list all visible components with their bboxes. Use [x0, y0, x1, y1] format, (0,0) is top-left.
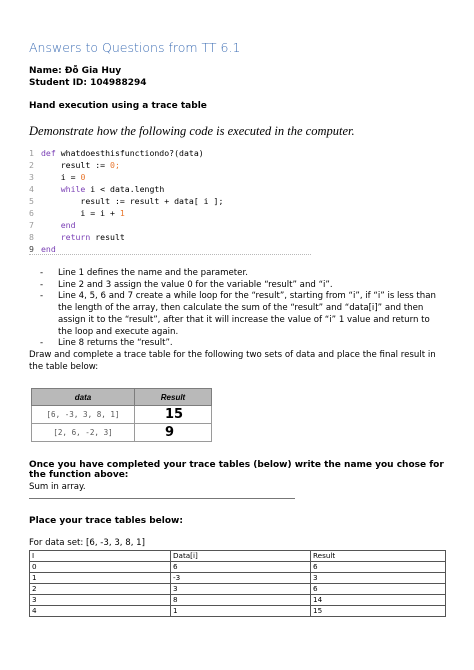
data-cell: [6, -3, 3, 8, 1]: [32, 406, 135, 424]
table-row: [32, 424, 212, 442]
cell-result: 6: [311, 584, 446, 595]
code-line: 7 end: [29, 220, 76, 230]
table-row: [32, 406, 212, 424]
code-line: 2 result := 0;: [29, 160, 120, 170]
list-item: - Line 8 returns the “result”.: [40, 338, 173, 349]
code-line: 5 result := result + data[ i ];: [29, 196, 224, 206]
cell-data: -3: [171, 573, 311, 584]
instruction-heading: Demonstrate how the following code is executed in the computer.: [29, 124, 355, 138]
list-item: - Line 4, 5, 6 and 7 create a while loop for the “result”, starting from “i”, if “i” is less than the length of the array, then calculate the sum of the “result” and “data[i]” and then assign it to the “result”, after that it will increase the value of “i” 1 value and return to the loop and execute again.: [40, 291, 436, 337]
section-heading: Hand execution using a trace table: [29, 101, 207, 111]
cell-i: 2: [30, 584, 171, 595]
code-line: 4 while i < data.length: [29, 184, 165, 194]
answer-underline: [29, 498, 295, 499]
cell-i: 3: [30, 595, 171, 606]
cell-data: 8: [171, 595, 311, 606]
table-row: [30, 562, 446, 573]
cell-result: 6: [311, 562, 446, 573]
dataset-label: For data set: [6, -3, 3, 8, 1]: [29, 538, 146, 548]
data-cell: [2, 6, -2, 3]: [32, 424, 135, 442]
student-name: Name: Đỗ Gia Huy: [29, 66, 122, 76]
code-line: 9 end: [29, 244, 56, 254]
cell-data: 6: [171, 562, 311, 573]
cell-result: 15: [311, 606, 446, 617]
code-block: [29, 147, 311, 255]
column-header-result: Result: [135, 389, 212, 406]
table-header-row: [30, 551, 446, 562]
code-line: 8 return result: [29, 232, 125, 242]
cell-i: 0: [30, 562, 171, 573]
list-item: - Line 2 and 3 assign the value 0 for the variable “result” and “i”.: [40, 279, 333, 290]
column-header-i: I: [30, 551, 171, 562]
explanation-list: [40, 268, 445, 350]
cell-result: 14: [311, 595, 446, 606]
trace-table: [29, 550, 446, 617]
cell-i: 4: [30, 606, 171, 617]
result-table: [31, 388, 212, 442]
draw-instruction: Draw and complete a trace table for the following two sets of data and place the final result in the table below:: [29, 350, 436, 372]
student-id: Student ID: 104988294: [29, 78, 147, 88]
table-row: [30, 595, 446, 606]
list-item: - Line 1 defines the name and the parameter.: [40, 268, 248, 278]
cell-i: 1: [30, 573, 171, 584]
table-row: [30, 573, 446, 584]
code-line: 6 i = i + 1: [29, 208, 125, 218]
cell-data: 3: [171, 584, 311, 595]
result-cell: 15: [135, 406, 212, 424]
code-line: 1 def whatdoesthisfunctiondo?(data): [29, 148, 204, 158]
cell-result: 3: [311, 573, 446, 584]
function-name: Sum in array.: [29, 482, 86, 492]
result-cell: 9: [135, 424, 212, 442]
code-line: 3 i = 0: [29, 172, 86, 182]
column-header-result: Result: [311, 551, 446, 562]
place-heading: Place your trace tables below:: [29, 516, 183, 526]
page-title: Answers to Questions from TT 6.1: [29, 40, 241, 55]
table-row: [30, 606, 446, 617]
column-header-data: data: [32, 389, 135, 406]
code-divider: [29, 254, 311, 255]
cell-data: 1: [171, 606, 311, 617]
column-header-data-i: Data[i]: [171, 551, 311, 562]
table-header-row: [32, 389, 212, 406]
function-prompt: Once you have completed your trace tables (below) write the name you chose for the function above:: [29, 460, 444, 480]
table-row: [30, 584, 446, 595]
